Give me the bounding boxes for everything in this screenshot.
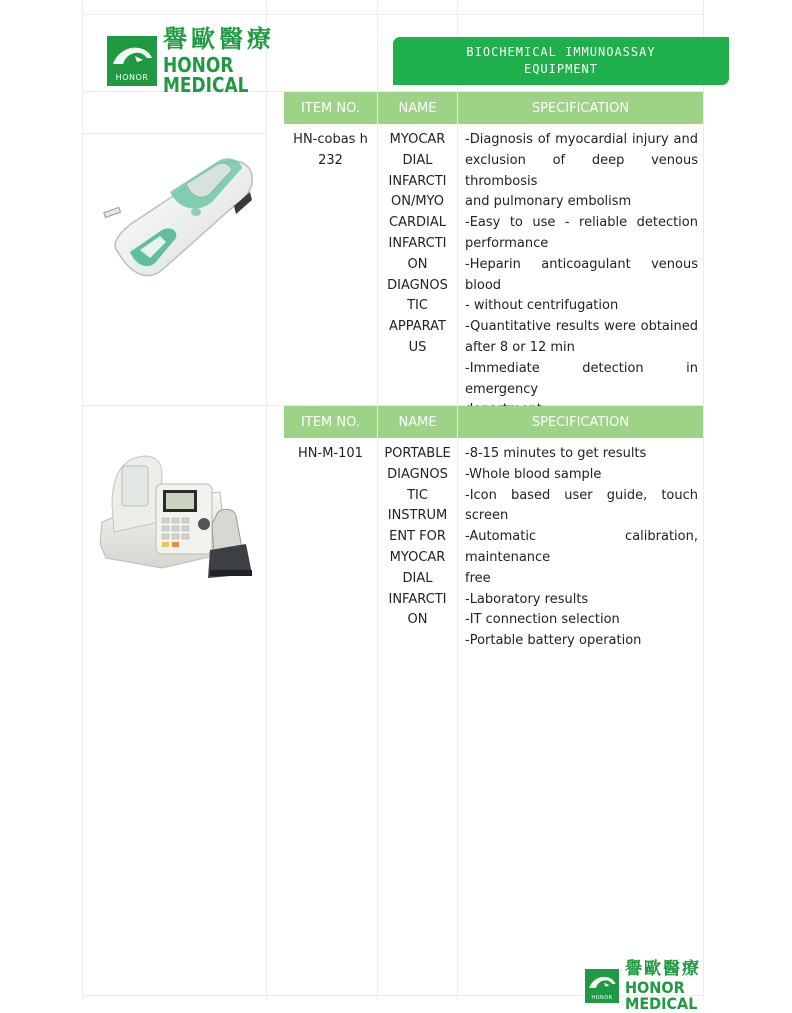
logo-english-name: HONOR MEDICAL: [625, 977, 698, 1013]
company-logo: [107, 23, 322, 97]
banner-line-1: BIOCHEMICAL IMMUNOASSAY: [466, 45, 656, 59]
product-name: MYOCAR DIAL INFARCTI ON/MYO CARDIAL INFARCTI ON DIAGNOS TIC APPARAT US: [387, 132, 448, 355]
honor-logo-mark-icon: HONOR: [107, 36, 157, 86]
footer-company-logo: [585, 958, 765, 1013]
item-no-header: ITEM NO.: [284, 92, 377, 124]
desktop-analyzer-photo: [96, 452, 258, 578]
item-no-header: ITEM NO.: [284, 406, 377, 438]
item-number: HN-M-101: [298, 446, 363, 461]
item-number: HN-cobas h 232: [293, 132, 368, 168]
product-specification: -Diagnosis of myocardial injury and exclusion of deep venous thrombosis and pulmonary embolism -Easy to use - reliable detection performance -Heparin anticoagulant venous blood - without centrifugation -Quantitative results were obtained after 8 or 12 min -Immediate detection in emergency: [465, 132, 698, 397]
handheld-analyzer-photo: [100, 152, 260, 292]
product-specification: -8-15 minutes to get results -Whole blood sample -Icon based user guide, touch screen -Automatic calibration, maintenance free -Laboratory results -IT connection selection -Portable battery operation: [465, 446, 698, 649]
specification-header: SPECIFICATION: [458, 406, 703, 438]
honor-logo-mark-icon: HONOR: [585, 969, 619, 1003]
category-banner: [393, 37, 729, 85]
logo-english-name: HONOR MEDICAL: [163, 52, 249, 97]
logo-chinese-name: 譽歐醫療: [625, 958, 701, 979]
specification-header: SPECIFICATION: [458, 92, 703, 124]
product-name: PORTABLE DIAGNOS TIC INSTRUM ENT FOR MYOCAR DIAL INFARCTI ON: [384, 446, 451, 628]
banner-line-2: EQUIPMENT: [523, 62, 599, 76]
logo-chinese-name: 譽歐醫療: [163, 23, 275, 53]
name-header: NAME: [378, 406, 457, 438]
name-header: NAME: [378, 92, 457, 124]
